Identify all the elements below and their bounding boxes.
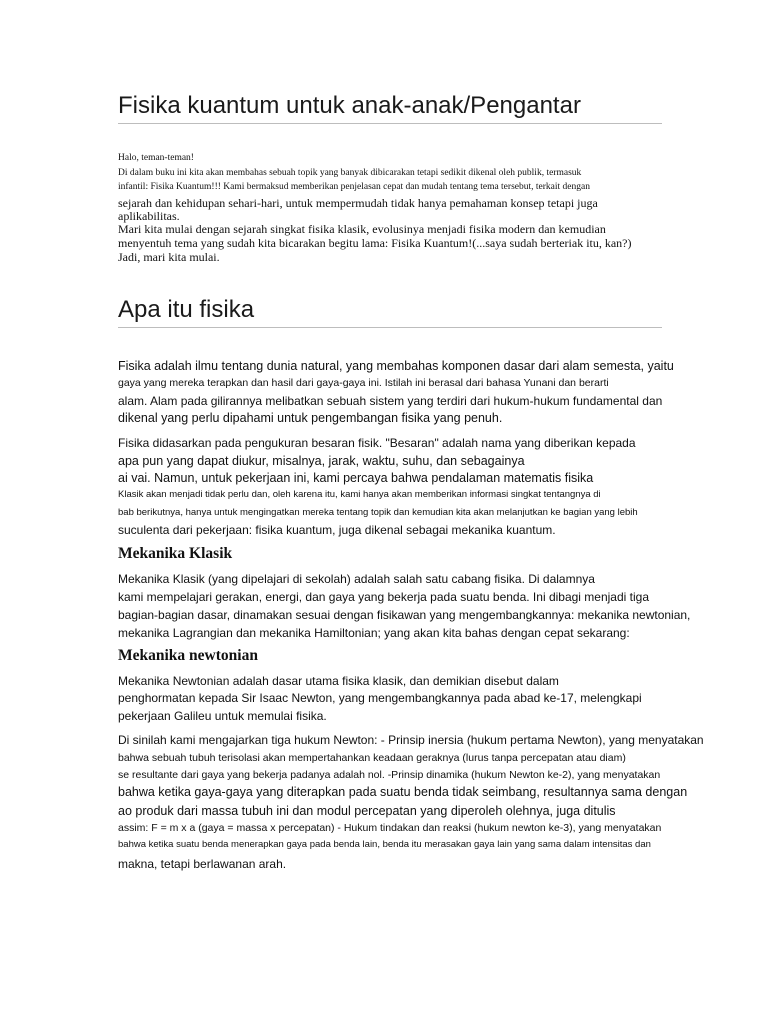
paragraph-line: dikenal yang perlu dipahami untuk pengembangan fisika yang penuh. [118,411,503,425]
paragraph-line: suculenta dari pekerjaan: fisika kuantum, juga dikenal sebagai mekanika kuantum. [118,523,556,537]
paragraph-line: Klasik akan menjadi tidak perlu dan, oleh karena itu, kami hanya akan memberikan informasi singkat tentangnya di [118,489,601,500]
intro-line: menyentuh tema yang sudah kita bicarakan begitu lama: Fisika Kuantum!(...saya sudah berteriak itu, kan?) [118,236,632,250]
paragraph-line: bahwa sebuah tubuh terisolasi akan mempertahankan keadaan geraknya (lurus tanpa percepatan atau diam) [118,752,626,764]
paragraph-line: bab berikutnya, hanya untuk mengingatkan mereka tentang topik dan kemudian kita akan melanjutkan ke bagian yang lebih [118,507,638,518]
intro-line: Halo, teman-teman! [118,153,194,163]
intro-line: aplikabilitas. [118,209,180,223]
intro-line: infantil: Fisika Kuantum!!! Kami bermaksud memberikan penjelasan cepat dan mudah tentang tema tersebut, terkait dengan [118,182,590,192]
paragraph-line: makna, tetapi berlawanan arah. [118,857,287,871]
paragraph-line: gaya yang mereka terapkan dan hasil dari gaya-gaya ini. Istilah ini berasal dari bahasa Yunani dan berarti [118,377,609,389]
paragraph-line: ai vai. Namun, untuk pekerjaan ini, kami percaya bahwa pendalaman matematis fisika [118,471,594,485]
intro-line: Jadi, mari kita mulai. [118,250,220,264]
intro-line: Di dalam buku ini kita akan membahas sebuah topik yang banyak dibicarakan tetapi sedikit dikenal oleh publik, termasuk [118,168,582,178]
paragraph-line: bagian-bagian dasar, dinamakan sesuai dengan fisikawan yang mengembangkannya: mekanika newtonian, [118,608,691,622]
paragraph-line: Fisika adalah ilmu tentang dunia natural, yang membahas komponen dasar dari alam semesta, yaitu [118,359,674,373]
page-title: Fisika kuantum untuk anak-anak/Pengantar [118,92,662,124]
paragraph-line: assim: F = m x a (gaya = massa x percepatan) - Hukum tindakan dan reaksi (hukum newton ke-3), yang menyatakan [118,822,662,834]
paragraph-line: Di sinilah kami mengajarkan tiga hukum Newton: - Prinsip inersia (hukum pertama Newton), yang menyatakan [118,733,704,747]
paragraph-line: bahwa ketika suatu benda menerapkan gaya pada benda lain, benda itu merasakan gaya lain yang sama dalam intensitas dan [118,839,651,850]
paragraph-line: Mekanika Klasik (yang dipelajari di sekolah) adalah salah satu cabang fisika. Di dalamnya [118,572,595,586]
section-heading: Apa itu fisika [118,296,662,328]
paragraph-line: ao produk dari massa tubuh ini dan modul percepatan yang diperoleh olehnya, juga ditulis [118,804,616,818]
intro-line: sejarah dan kehidupan sehari-hari, untuk mempermudah tidak hanya pemahaman konsep tetapi juga [118,196,598,210]
paragraph-line: pekerjaan Galileu untuk memulai fisika. [118,709,327,723]
paragraph-line: apa pun yang dapat diukur, misalnya, jarak, waktu, suhu, dan sebagainya [118,454,525,468]
intro-line: Mari kita mulai dengan sejarah singkat fisika klasik, evolusinya menjadi fisika modern dan kemudian [118,222,606,236]
paragraph-line: bahwa ketika gaya-gaya yang diterapkan pada suatu benda tidak seimbang, resultannya sama dengan [118,785,688,799]
paragraph-line: penghormatan kepada Sir Isaac Newton, yang mengembangkannya pada abad ke-17, melengkapi [118,691,642,705]
paragraph-line: mekanika Lagrangian dan mekanika Hamiltonian; yang akan kita bahas dengan cepat sekarang: [118,626,630,640]
subsection-heading: Mekanika newtonian [118,647,258,664]
paragraph-line: Mekanika Newtonian adalah dasar utama fisika klasik, dan demikian disebut dalam [118,674,559,688]
paragraph-line: se resultante dari gaya yang bekerja padanya adalah nol. -Prinsip dinamika (hukum Newton ke-2), yang menyatakan [118,769,661,781]
paragraph-line: alam. Alam pada gilirannya melibatkan sebuah sistem yang terdiri dari hukum-hukum fundamental dan [118,394,663,408]
subsection-heading: Mekanika Klasik [118,545,233,562]
paragraph-line: kami mempelajari gerakan, energi, dan gaya yang bekerja pada suatu benda. Ini dibagi menjadi tiga [118,590,650,604]
paragraph-line: Fisika didasarkan pada pengukuran besaran fisik. "Besaran" adalah nama yang diberikan kepada [118,436,636,450]
